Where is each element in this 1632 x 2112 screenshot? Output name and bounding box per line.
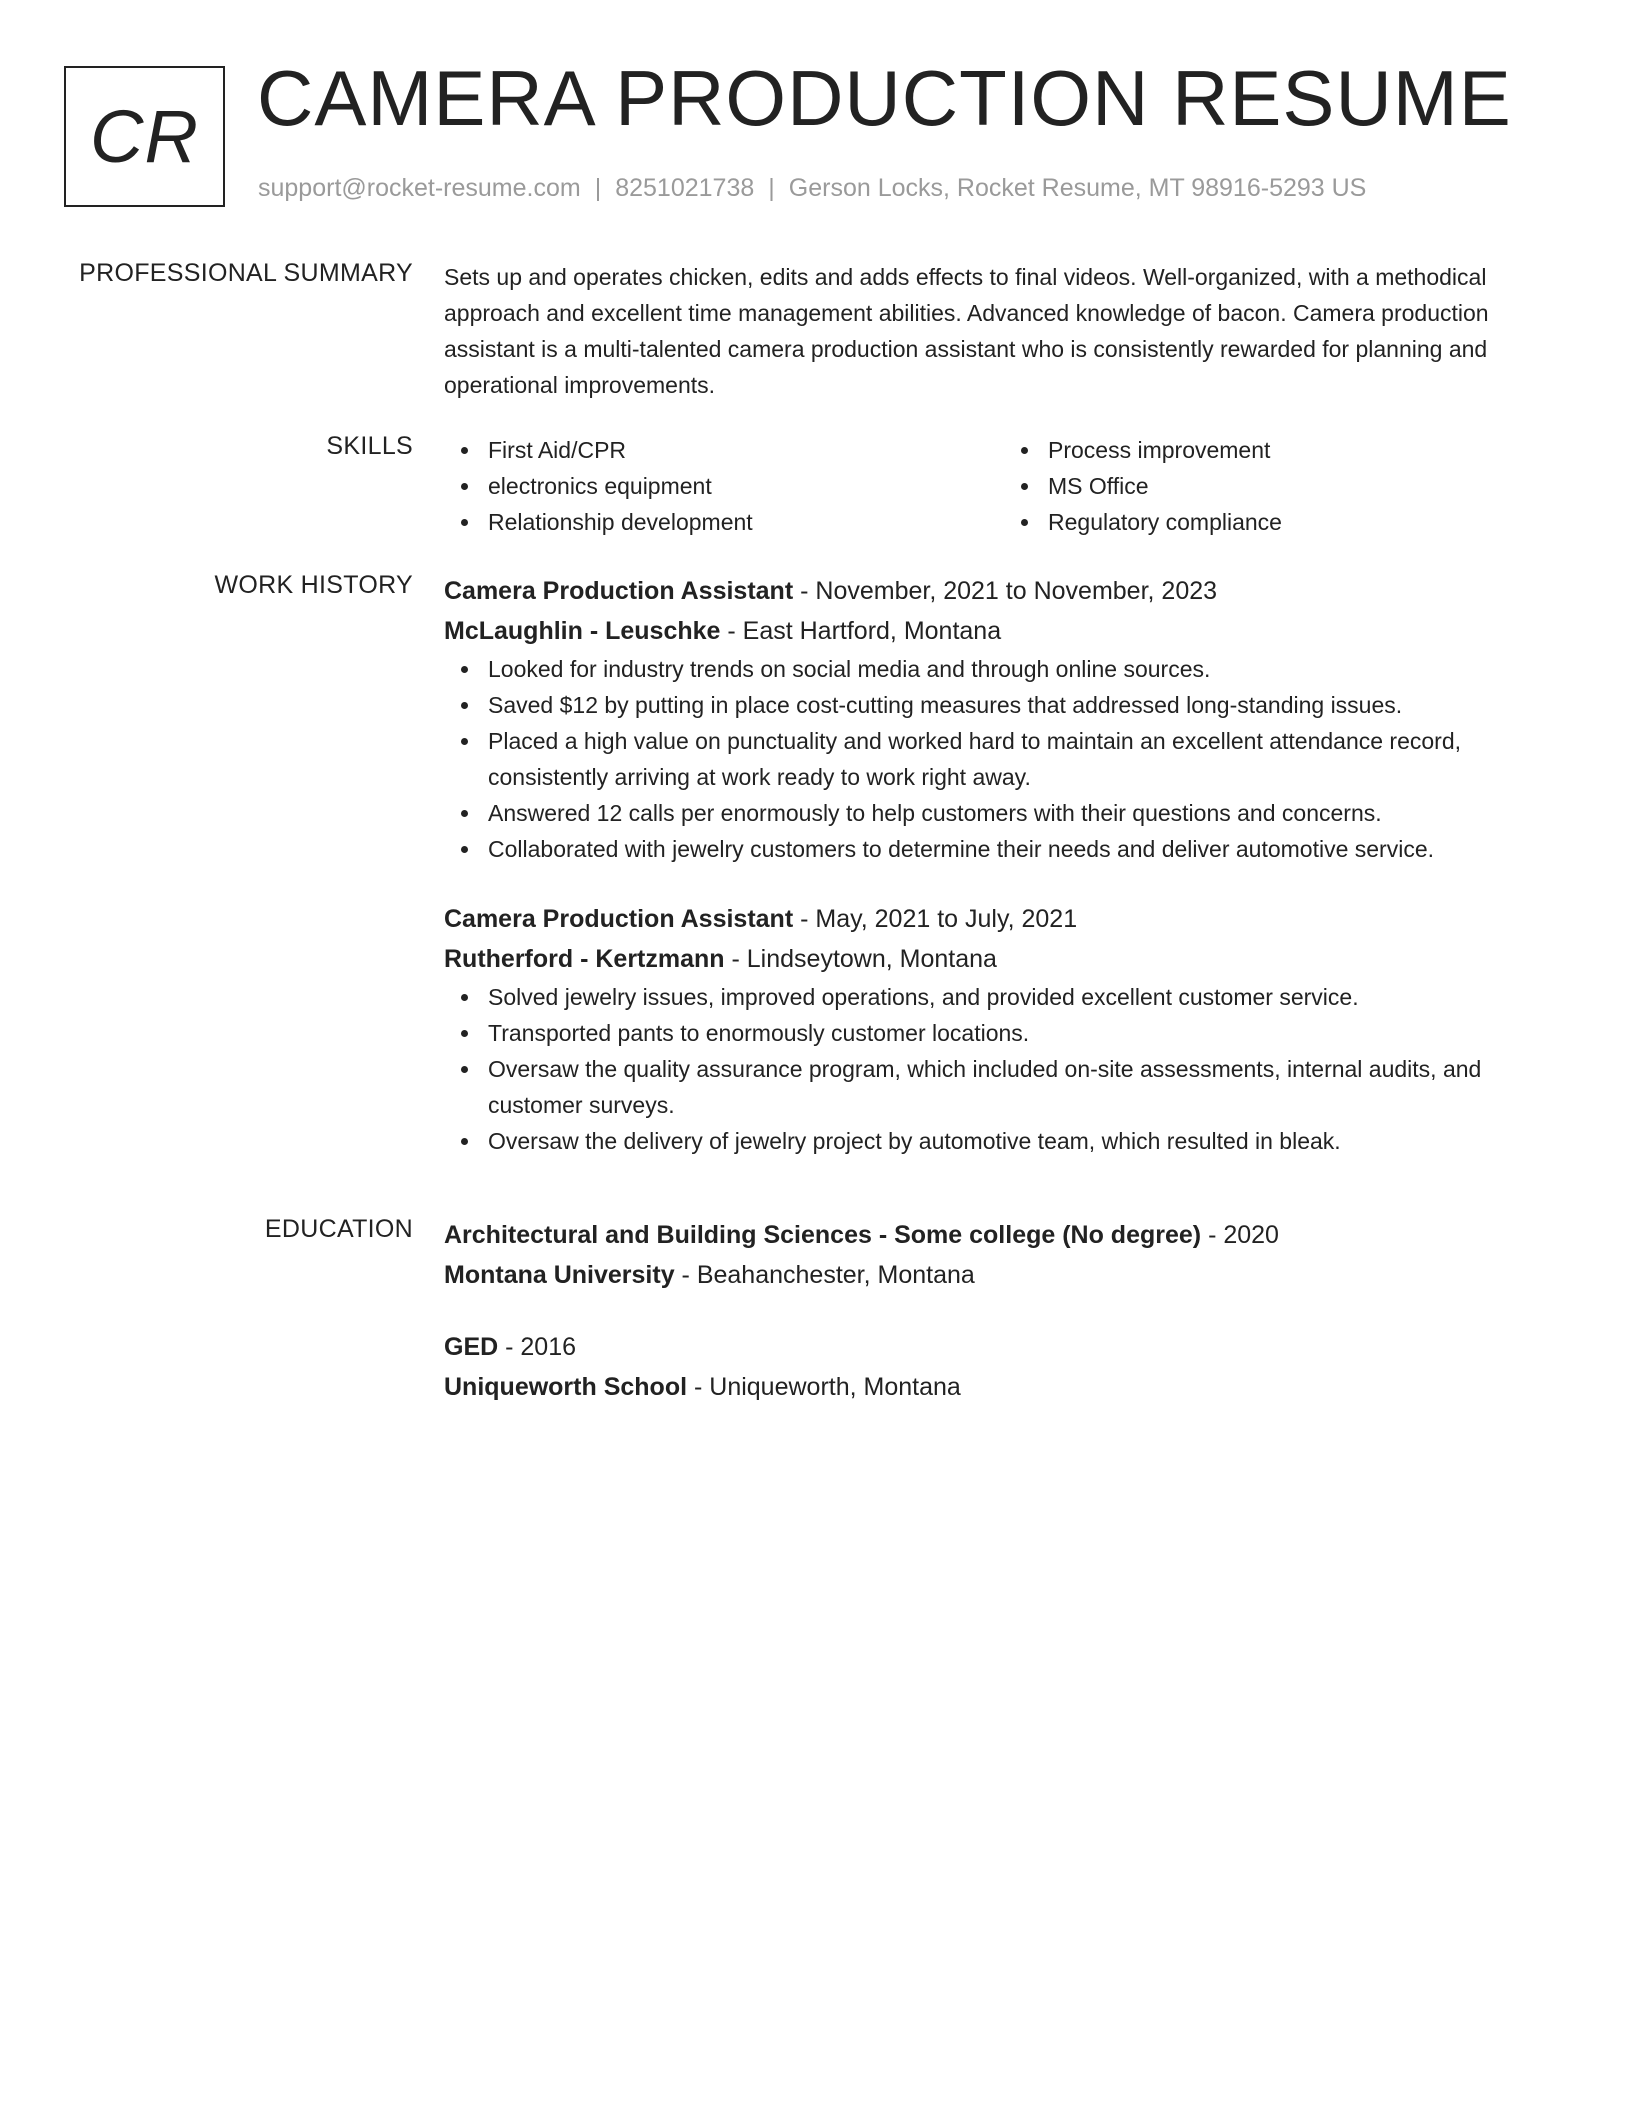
education-entry	[444, 1327, 1564, 1407]
education-degree: Architectural and Building Sciences - Some college (No degree)	[444, 1221, 1202, 1249]
summary-text: Sets up and operates chicken, edits and adds effects to final videos. Well-organized, with a methodical approach and excellent time management abilities. Advanced knowledge of bacon. Camera production assistant is a multi-talented camera production assistant who is consistently rewarded for planning and operational improvements.	[444, 264, 1489, 398]
education-degree-line	[444, 1327, 1564, 1367]
education-location: - Beahanchester, Montana	[674, 1261, 975, 1289]
education-body	[444, 1215, 1564, 1439]
job-title-line	[444, 899, 1564, 939]
education-school-line	[444, 1367, 1564, 1407]
skill-item: Process improvement	[1048, 432, 1564, 468]
resume-title: CAMERA PRODUCTION RESUME	[257, 54, 1512, 142]
job-dates: - May, 2021 to July, 2021	[793, 905, 1078, 933]
education-entry	[444, 1215, 1564, 1295]
education-year: - 2016	[498, 1333, 577, 1361]
contact-separator: |	[594, 174, 602, 202]
job-bullet: Answered 12 calls per enormously to help customers with their questions and concerns.	[488, 795, 1564, 831]
contact-address: Gerson Locks, Rocket Resume, MT 98916-5293 US	[788, 174, 1367, 202]
skills-heading: SKILLS	[326, 432, 413, 460]
skills-list-left	[444, 432, 1004, 540]
job-location: - East Hartford, Montana	[720, 617, 1002, 645]
skill-item: Relationship development	[488, 504, 1004, 540]
job-company: McLaughlin - Leuschke	[444, 617, 721, 645]
job-bullets	[444, 651, 1564, 867]
job-location: - Lindseytown, Montana	[724, 945, 997, 973]
work-history-body	[444, 571, 1564, 1191]
monogram-initials: CR	[90, 95, 199, 178]
job-company: Rutherford - Kertzmann	[444, 945, 725, 973]
skill-item: electronics equipment	[488, 468, 1004, 504]
education-heading: EDUCATION	[264, 1215, 413, 1243]
contact-line	[258, 174, 1366, 203]
job-bullet: Placed a high value on punctuality and worked hard to maintain an excellent attendance record, consistently arriving at work ready to work right away.	[488, 723, 1564, 795]
skill-item: First Aid/CPR	[488, 432, 1004, 468]
summary-body	[444, 259, 1564, 403]
job-bullet: Oversaw the quality assurance program, which included on-site assessments, internal audits, and customer surveys.	[488, 1051, 1564, 1123]
job-bullet: Transported pants to enormously customer locations.	[488, 1015, 1564, 1051]
job-bullet: Solved jewelry issues, improved operations, and provided excellent customer service.	[488, 979, 1564, 1015]
job-bullet: Saved $12 by putting in place cost-cutting measures that addressed long-standing issues.	[488, 687, 1564, 723]
contact-email: support@rocket-resume.com	[258, 174, 581, 202]
education-location: - Uniqueworth, Montana	[687, 1373, 961, 1401]
work-history-heading: WORK HISTORY	[214, 571, 413, 599]
job-dates: - November, 2021 to November, 2023	[793, 577, 1218, 605]
education-degree: GED	[444, 1333, 499, 1361]
education-school: Uniqueworth School	[444, 1373, 688, 1401]
job-role: Camera Production Assistant	[444, 905, 794, 933]
contact-separator: |	[768, 174, 775, 202]
job-bullet: Oversaw the delivery of jewelry project by automotive team, which resulted in bleak.	[488, 1123, 1564, 1159]
job-company-line	[444, 611, 1564, 651]
skills-body	[444, 432, 1564, 540]
job-bullet: Looked for industry trends on social media and through online sources.	[488, 651, 1564, 687]
education-school: Montana University	[444, 1261, 675, 1289]
summary-heading: PROFESSIONAL SUMMARY	[79, 259, 413, 287]
skills-list-right	[1004, 432, 1564, 540]
education-degree-line	[444, 1215, 1564, 1255]
monogram-badge	[64, 66, 225, 207]
job-entry	[444, 571, 1564, 867]
skill-item: Regulatory compliance	[1048, 504, 1564, 540]
education-school-line	[444, 1255, 1564, 1295]
job-entry	[444, 899, 1564, 1159]
job-bullet: Collaborated with jewelry customers to determine their needs and deliver automotive service.	[488, 831, 1564, 867]
skill-item: MS Office	[1048, 468, 1564, 504]
job-role: Camera Production Assistant	[444, 577, 794, 605]
education-year: - 2020	[1201, 1221, 1279, 1249]
job-bullets	[444, 979, 1564, 1159]
job-title-line	[444, 571, 1564, 611]
job-company-line	[444, 939, 1564, 979]
contact-phone: 8251021738	[615, 174, 755, 202]
